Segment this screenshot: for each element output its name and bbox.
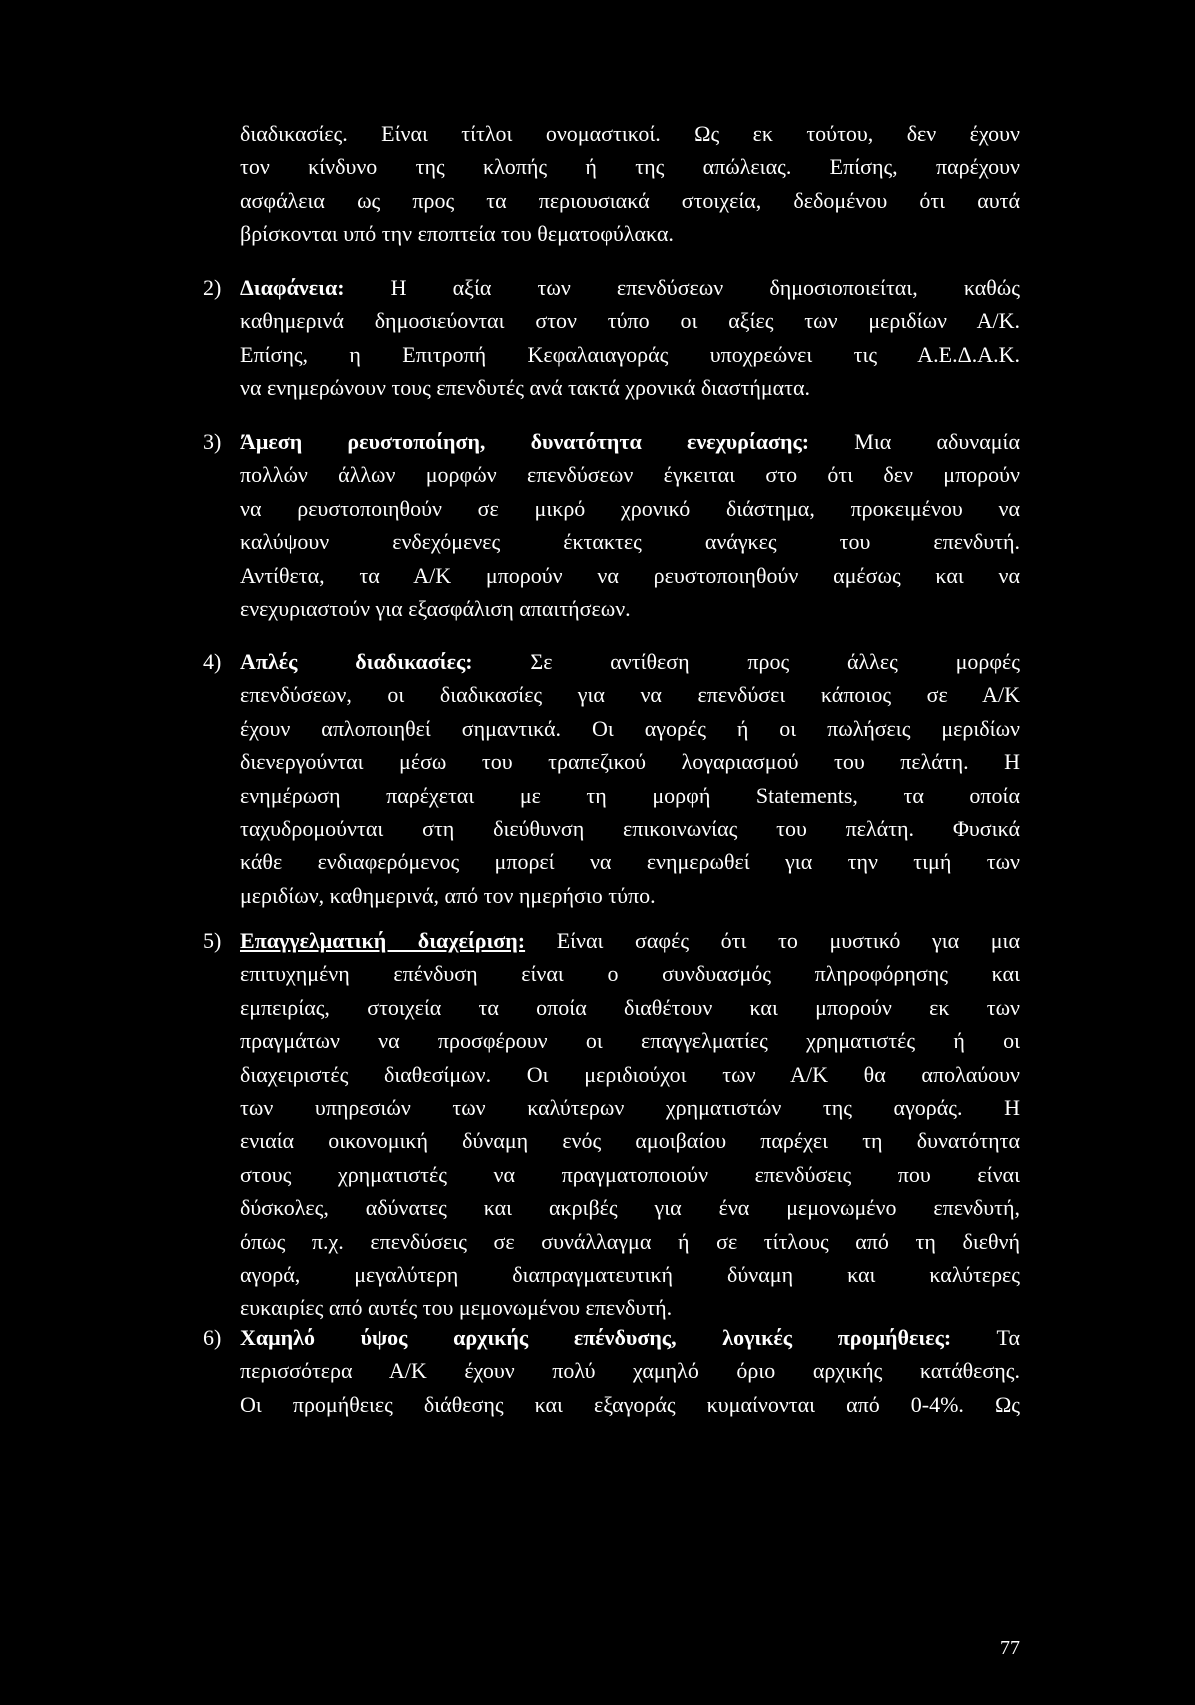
text-line: διενεργούνται μέσω του τραπεζικού λογαριασμού του πελάτη. Η <box>240 749 1020 775</box>
text-line: καθημερινά δημοσιεύονται στον τύπο οι αξίες των μεριδίων Α/Κ. <box>240 308 1020 334</box>
item-number: 5) <box>203 928 222 953</box>
text-line: ευκαιρίες από αυτές του μεμονωμένου επενδυτή. <box>240 1295 673 1321</box>
text-line: περισσότερα Α/Κ έχουν πολύ χαμηλό όριο αρχικής κατάθεσης. <box>240 1358 1020 1384</box>
list-item-simple-procedures <box>203 645 1020 912</box>
item-number: 3) <box>203 429 222 454</box>
item-heading: Χαμηλό ύψος αρχικής επένδυσης, λογικές προμήθειες: <box>240 1325 952 1350</box>
text-line: καλύψουν ενδεχόμενες έκτακτες ανάγκες του επενδυτή. <box>240 529 1020 555</box>
text-line: ενημέρωση παρέχεται με τη μορφή Statements, τα οποία <box>240 782 1020 808</box>
text-line: διαδικασίες. Είναι τίτλοι ονομαστικοί. Ως εκ τούτου, δεν έχουν <box>240 121 1020 146</box>
text-line: Αντίθετα, τα Α/Κ μπορούν να ρευστοποιηθούν αμέσως και να <box>240 562 1020 588</box>
page-number: 77 <box>1000 1637 1020 1659</box>
item-heading: Απλές διαδικασίες: <box>240 649 473 674</box>
text-line: εμπειρίας, στοιχεία τα οποία διαθέτουν και μπορούν εκ των <box>240 994 1020 1020</box>
text-line: δύσκολες, αδύνατες και ακριβές για ένα μεμονωμένο επενδυτή, <box>240 1195 1020 1221</box>
item-heading: Επαγγελματική διαχείριση: <box>240 928 526 953</box>
text-line: αγορά, μεγαλύτερη διαπραγματευτική δύναμη και καλύτερες <box>240 1261 1020 1287</box>
text-line: τον κίνδυνο της κλοπής ή της απώλειας. Επίσης, παρέχουν <box>240 154 1020 180</box>
text-line: επενδύσεων, οι διαδικασίες για να επενδύσει κάποιος σε Α/Κ <box>240 682 1020 708</box>
list-item-transparency <box>203 271 1020 405</box>
item-number: 4) <box>203 649 222 674</box>
item-first-line <box>240 271 1020 304</box>
text-line: πολλών άλλων μορφών επενδύσεων έγκειται στο ότι δεν μπορούν <box>240 462 1020 488</box>
text-line: διαχειριστές διαθεσίμων. Οι μεριδιούχοι των Α/Κ θα απολαύουν <box>240 1061 1020 1087</box>
text-line: Οι προμήθειες διάθεσης και εξαγοράς κυμαίνονται από 0-4%. Ως <box>240 1391 1020 1417</box>
item-heading-rest: Η αξία των επενδύσεων δημοσιοποιείται, καθώς <box>344 275 1020 300</box>
item-first-line <box>240 425 1020 458</box>
item-heading-rest: Μια αδυναμία <box>809 429 1020 454</box>
text-line: στους χρηματιστές να πραγματοποιούν επενδύσεις που είναι <box>240 1161 1020 1187</box>
item-first-line <box>240 1321 1020 1354</box>
text-line: ταχυδρομούνται στη διεύθυνση επικοινωνίας του πελάτη. Φυσικά <box>240 815 1020 841</box>
item-first-line <box>240 924 1020 957</box>
text-line: των υπηρεσιών των καλύτερων χρηματιστών της αγοράς. Η <box>240 1094 1020 1120</box>
item-heading: Διαφάνεια: <box>240 275 345 300</box>
list-item-professional-management <box>203 924 1020 1325</box>
text-line: έχουν απλοποιηθεί σημαντικά. Οι αγορές ή οι πωλήσεις μεριδίων <box>240 715 1020 741</box>
text-line: Επίσης, η Επιτροπή Κεφαλαιαγοράς υποχρεώνει τις Α.Ε.Δ.Α.Κ. <box>240 341 1020 367</box>
item-heading-rest: Τα <box>951 1325 1020 1350</box>
text-line: μεριδίων, καθημερινά, από τον ημερήσιο τύπο. <box>240 882 656 908</box>
item-heading: Άμεση ρευστοποίηση, δυνατότητα ενεχυρίασης: <box>240 429 810 454</box>
text-line: να ρευστοποιηθούν σε μικρό χρονικό διάστημα, προκειμένου να <box>240 495 1020 521</box>
text-line: κάθε ενδιαφερόμενος μπορεί να ενημερωθεί για την τιμή των <box>240 849 1020 875</box>
item-number: 6) <box>203 1325 222 1350</box>
text-line: ασφάλεια ως προς τα περιουσιακά στοιχεία, δεδομένου ότι αυτά <box>240 187 1020 213</box>
text-line: βρίσκονται υπό την εποπτεία του θεματοφύλακα. <box>240 221 674 247</box>
text-line: να ενημερώνουν τους επενδυτές ανά τακτά χρονικά διαστήματα. <box>240 375 811 401</box>
item-number: 2) <box>203 275 222 300</box>
item-heading-rest: Είναι σαφές ότι το μυστικό για μια <box>525 928 1020 953</box>
list-item-liquidity <box>203 425 1020 625</box>
text-line: ενεχυριαστούν για εξασφάλιση απαιτήσεων. <box>240 595 631 621</box>
text-line: ενιαία οικονομική δύναμη ενός αμοιβαίου παρέχει τη δυνατότητα <box>240 1128 1020 1154</box>
text-line: όπως π.χ. επενδύσεις σε συνάλλαγμα ή σε τίτλους από τη διεθνή <box>240 1228 1020 1254</box>
text-line: πραγμάτων να προσφέρουν οι επαγγελματίες χρηματιστές ή οι <box>240 1028 1020 1054</box>
list-item-low-initial-investment <box>203 1321 1020 1421</box>
item-heading-rest: Σε αντίθεση προς άλλες μορφές <box>472 649 1020 674</box>
text-line: επιτυχημένη επένδυση είναι ο συνδυασμός πληροφόρησης και <box>240 961 1020 987</box>
item-first-line <box>240 645 1020 678</box>
intro-paragraph <box>240 117 1020 251</box>
